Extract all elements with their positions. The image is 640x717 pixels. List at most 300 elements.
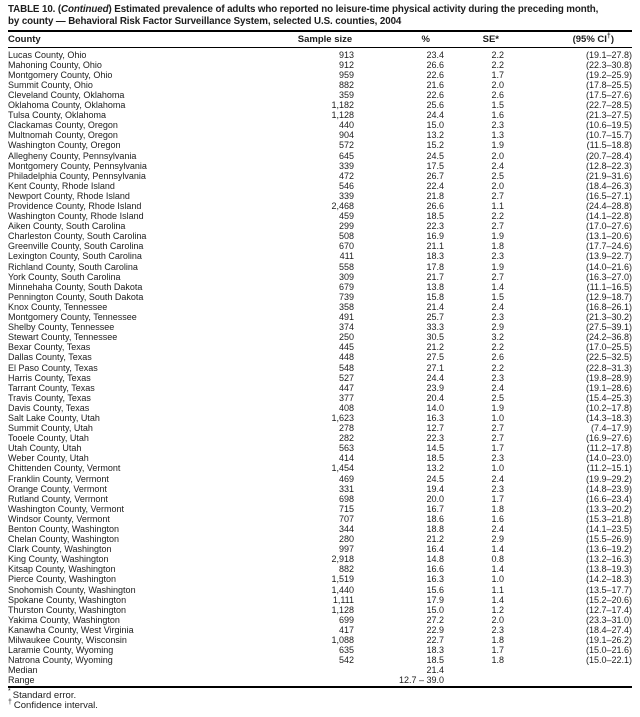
county-cell: Washington County, Vermont [8, 503, 125, 514]
sample-size-cell: 299 [338, 221, 354, 232]
table-row [8, 262, 632, 272]
percent-cell: 13.2 [426, 463, 444, 474]
se-cell: 1.7 [491, 69, 504, 80]
sample-size-cell [296, 665, 354, 675]
ci-cell: (15.4–25.3) [585, 392, 632, 403]
table-row [8, 60, 632, 70]
county-cell: Thurston County, Washington [8, 604, 127, 615]
county-cell: Washington County, Oregon [8, 140, 121, 151]
county-cell: Washington County, Rhode Island [8, 211, 144, 222]
percent-cell: 16.3 [426, 574, 444, 585]
ci-cell: (22.5–32.5) [585, 352, 632, 363]
sample-size-cell: 358 [338, 301, 354, 312]
county-cell: Tooele County, Utah [8, 433, 89, 444]
county-cell: Tulsa County, Oklahoma [8, 110, 107, 121]
table-row [8, 322, 632, 332]
se-cell: 1.6 [491, 513, 504, 524]
ci-cell: (24.4–28.8) [585, 201, 632, 211]
county-cell: Kent County, Rhode Island [8, 180, 115, 191]
sample-size-cell: 563 [338, 443, 354, 454]
table-row [8, 403, 632, 413]
table-row [8, 363, 632, 373]
ci-cell: (13.9–22.7) [585, 251, 632, 262]
ci-cell: (22.8–31.3) [585, 362, 632, 373]
percent-cell: 17.9 [426, 594, 444, 605]
table-title [8, 3, 599, 28]
table-row [8, 312, 632, 322]
se-cell: 2.4 [491, 524, 504, 534]
ci-cell: (13.1–20.6) [585, 231, 632, 242]
sample-size-cell: 417 [338, 624, 354, 635]
sample-size-cell: 548 [338, 362, 354, 373]
table-row [8, 635, 632, 645]
table-row [8, 413, 632, 423]
county-cell: Providence County, Rhode Island [8, 201, 142, 211]
table-row [8, 342, 632, 352]
se-cell: 2.3 [491, 483, 504, 494]
se-cell: 2.2 [491, 362, 504, 373]
percent-cell: 21.2 [426, 534, 444, 545]
percent-cell: 18.3 [426, 251, 444, 262]
se-cell: 2.4 [491, 160, 504, 171]
table-row [8, 675, 632, 686]
ci-cell: (24.2–36.8) [585, 332, 632, 343]
sample-size-cell: 250 [338, 332, 354, 343]
percent-cell: 12.7 [426, 423, 444, 434]
ci-cell: (13.6–19.2) [585, 544, 632, 555]
table-row [8, 181, 632, 191]
ci-cell: (15.5–26.9) [585, 534, 632, 545]
percent-cell: 17.8 [426, 261, 444, 272]
percent-cell: 15.2 [426, 140, 444, 151]
sample-size-cell: 472 [338, 170, 354, 181]
ci-cell [504, 665, 632, 675]
sample-size-cell: 670 [338, 241, 354, 252]
county-cell: Orange County, Vermont [8, 483, 107, 494]
sample-size-cell: 679 [338, 281, 354, 292]
table-row [8, 373, 632, 383]
table-row [8, 433, 632, 443]
se-cell: 1.4 [491, 564, 504, 575]
ci-cell: (27.5–39.1) [585, 322, 632, 333]
county-cell: Philadelphia County, Pennsylvania [8, 170, 146, 181]
se-cell: 2.2 [491, 342, 504, 353]
table-row [8, 100, 632, 110]
percent-cell: 22.6 [426, 69, 444, 80]
se-cell: 1.7 [491, 645, 504, 656]
sample-size-cell: 635 [338, 645, 354, 656]
county-cell: Clackamas County, Oregon [8, 120, 118, 131]
column-header-se: SE* [482, 33, 499, 45]
ci-cell: (10.7–15.7) [585, 130, 632, 141]
table-row [8, 90, 632, 100]
table-row [8, 423, 632, 433]
se-cell: 2.5 [491, 170, 504, 181]
table-title-continued: Continued [61, 3, 109, 15]
se-cell: 1.2 [491, 604, 504, 615]
sample-size-cell: 331 [338, 483, 354, 494]
ci-cell: (14.3–18.3) [585, 412, 632, 423]
ci-cell: (21.9–31.6) [585, 170, 632, 181]
se-cell: 2.0 [491, 614, 504, 625]
sample-size-cell: 904 [338, 130, 354, 141]
table-row [8, 544, 632, 554]
percent-cell: 26.6 [426, 59, 444, 70]
county-cell: Newport County, Rhode Island [8, 190, 130, 201]
ci-cell: (11.2–15.1) [586, 463, 632, 474]
sample-size-cell: 459 [338, 211, 354, 222]
county-cell: Stewart County, Tennessee [8, 332, 118, 343]
county-cell: Spokane County, Washington [8, 594, 127, 605]
percent-cell: 18.3 [426, 645, 444, 656]
table-row [8, 474, 632, 484]
county-cell: Aiken County, South Carolina [8, 221, 126, 232]
county-cell: El Paso County, Texas [8, 362, 98, 373]
se-cell: 2.6 [491, 89, 504, 100]
percent-cell: 22.3 [426, 221, 444, 232]
percent-cell: 19.4 [426, 483, 444, 494]
sample-size-cell: 542 [338, 655, 354, 666]
ci-cell: (10.2–17.8) [585, 402, 632, 413]
se-cell: 2.9 [491, 534, 504, 545]
se-cell: 1.0 [491, 412, 504, 423]
percent-cell: 15.6 [426, 584, 444, 595]
table-title-line2: by county — Behavioral Risk Factor Surveillance System, selected U.S. counties, 2004 [8, 14, 402, 27]
footnote-text: Standard error. [12, 689, 77, 701]
column-header-sample-size: Sample size [297, 33, 353, 45]
sample-size-cell: 1,519 [331, 574, 354, 585]
ci-cell: (22.7–28.5) [585, 100, 632, 111]
se-cell: 1.1 [491, 584, 504, 595]
se-cell: 2.7 [491, 433, 504, 444]
se-cell: 1.4 [491, 544, 504, 555]
ci-header-suffix: ) [610, 33, 614, 45]
se-cell: 2.0 [491, 150, 504, 161]
dagger-symbol: † [8, 698, 12, 706]
percent-cell: 18.5 [426, 453, 444, 464]
county-cell: Yakima County, Washington [8, 614, 120, 625]
county-cell: Cleveland County, Oklahoma [8, 89, 125, 100]
sample-size-cell: 508 [338, 231, 354, 242]
percent-cell: 14.0 [426, 402, 444, 413]
percent-cell: 23.9 [426, 382, 444, 393]
se-cell: 2.4 [491, 301, 504, 312]
table-row [8, 70, 632, 80]
table-row [8, 383, 632, 393]
sample-size-cell: 2,468 [331, 201, 354, 211]
footnote-text: Confidence interval. [13, 700, 98, 712]
county-cell: York County, South Carolina [8, 271, 121, 282]
table-row [8, 625, 632, 635]
ci-cell: (13.2–16.3) [585, 554, 632, 565]
ci-cell: (14.0–23.0) [585, 453, 632, 464]
table-row [8, 211, 632, 221]
se-cell: 2.3 [491, 312, 504, 323]
sample-size-cell: 959 [338, 69, 354, 80]
sample-size-cell: 1,182 [331, 100, 354, 111]
sample-size-cell: 698 [338, 493, 354, 504]
county-cell: Charleston County, South Carolina [8, 231, 147, 242]
se-cell: 2.2 [491, 49, 504, 60]
table-row [8, 191, 632, 201]
footnote-standard-error [8, 688, 632, 702]
table-row [8, 484, 632, 494]
county-cell: Milwaukee County, Wisconsin [8, 635, 127, 646]
table-row [8, 110, 632, 120]
percent-cell: 18.5 [426, 655, 444, 666]
sample-size-cell: 408 [338, 402, 354, 413]
percent-cell: 16.6 [426, 564, 444, 575]
ci-cell: (14.0–21.6) [585, 261, 632, 272]
se-cell: 1.8 [491, 241, 504, 252]
county-cell: Chittenden County, Vermont [8, 463, 121, 474]
county-cell: Knox County, Tennessee [8, 301, 108, 312]
sample-size-cell: 469 [338, 473, 354, 484]
ci-cell: (19.1–28.6) [585, 382, 632, 393]
se-cell: 0.8 [491, 554, 504, 565]
sample-size-cell: 309 [338, 271, 354, 282]
se-cell [444, 675, 504, 686]
sample-size-cell: 739 [338, 291, 354, 302]
table-row [8, 494, 632, 504]
table-row [8, 605, 632, 615]
county-cell: Rutland County, Vermont [8, 493, 108, 504]
table-row [8, 47, 632, 60]
se-cell: 2.2 [491, 211, 504, 222]
se-cell: 2.0 [491, 79, 504, 90]
table-row [8, 201, 632, 211]
dagger-symbol: † [606, 32, 611, 40]
se-cell: 1.0 [491, 463, 504, 474]
sample-size-cell: 882 [338, 564, 354, 575]
county-cell: Montgomery County, Ohio [8, 69, 113, 80]
table-header [8, 31, 632, 48]
sample-size-cell: 411 [339, 251, 354, 262]
se-cell: 2.7 [491, 221, 504, 232]
footnote-confidence-interval [8, 698, 632, 712]
percent-cell: 26.6 [426, 201, 444, 211]
percent-cell: 21.4 [426, 301, 444, 312]
sample-size-cell: 339 [338, 190, 354, 201]
percent-cell: 25.7 [426, 312, 444, 323]
percent-cell: 16.9 [426, 231, 444, 242]
sample-size-cell: 1,128 [331, 110, 354, 121]
percent-cell: 25.6 [426, 100, 444, 111]
ci-cell: (16.3–27.0) [585, 271, 632, 282]
sample-size-cell: 997 [338, 544, 354, 555]
sample-size-cell: 280 [338, 534, 354, 545]
table-row [8, 292, 632, 302]
percent-cell: 18.6 [426, 513, 444, 524]
percent-cell: 12.7 – 39.0 [398, 675, 444, 686]
percent-cell: 24.5 [426, 473, 444, 484]
ci-cell: (17.0–27.6) [585, 221, 632, 232]
percent-cell: 26.7 [426, 170, 444, 181]
ci-cell: (16.5–27.1) [585, 190, 632, 201]
se-cell: 1.0 [491, 574, 504, 585]
se-cell: 2.9 [491, 322, 504, 333]
percent-cell: 15.8 [426, 291, 444, 302]
county-cell: Oklahoma County, Oklahoma [8, 100, 126, 111]
table-row [8, 221, 632, 231]
ci-cell: (7.4–17.9) [590, 423, 632, 434]
percent-cell: 21.8 [426, 190, 444, 201]
sample-size-cell: 448 [338, 352, 354, 363]
ci-cell: (11.2–17.8) [586, 443, 632, 454]
column-header-county: County [8, 33, 41, 45]
ci-cell: (13.8–19.3) [585, 564, 632, 575]
se-cell [444, 665, 504, 675]
percent-cell: 22.4 [426, 180, 444, 191]
percent-cell: 15.0 [426, 604, 444, 615]
county-cell: Summit County, Utah [8, 423, 93, 434]
sample-size-cell: 1,440 [331, 584, 354, 595]
percent-cell: 23.4 [426, 49, 444, 60]
sample-size-cell: 377 [338, 392, 354, 403]
ci-cell: (18.4–27.4) [585, 624, 632, 635]
table-row [8, 332, 632, 342]
county-cell: Laramie County, Wyoming [8, 645, 114, 656]
se-cell: 2.7 [491, 271, 504, 282]
ci-cell: (11.5–18.8) [586, 140, 632, 151]
ci-cell: (15.0–21.6) [585, 645, 632, 656]
county-cell: Snohomish County, Washington [8, 584, 136, 595]
sample-size-cell: 1,128 [331, 604, 354, 615]
table-row [8, 231, 632, 241]
se-cell: 1.8 [491, 503, 504, 514]
percent-cell: 14.5 [426, 443, 444, 454]
county-cell: Lexington County, South Carolina [8, 251, 142, 262]
sample-size-cell: 913 [338, 49, 354, 60]
table-row [8, 393, 632, 403]
table-row [8, 302, 632, 312]
table-row [8, 130, 632, 140]
se-cell: 1.9 [491, 261, 504, 272]
se-cell: 3.2 [491, 332, 504, 343]
percent-cell: 27.2 [426, 614, 444, 625]
percent-cell: 16.7 [426, 503, 444, 514]
se-cell: 1.8 [491, 655, 504, 666]
county-cell: Mahoning County, Ohio [8, 59, 102, 70]
ci-cell: (11.1–16.5) [586, 281, 632, 292]
county-cell: Travis County, Texas [8, 392, 91, 403]
table-row [8, 443, 632, 453]
sample-size-cell: 278 [338, 423, 354, 434]
percent-cell: 15.0 [426, 120, 444, 131]
county-cell: Natrona County, Wyoming [8, 655, 113, 666]
ci-cell: (19.8–28.9) [585, 372, 632, 383]
ci-cell [504, 675, 632, 686]
county-cell: Montgomery County, Tennessee [8, 312, 137, 323]
se-cell: 1.5 [491, 291, 504, 302]
table-body [8, 47, 632, 686]
se-cell: 2.3 [491, 251, 504, 262]
se-cell: 2.4 [491, 473, 504, 484]
percent-cell: 21.6 [426, 79, 444, 90]
ci-cell: (23.3–31.0) [585, 614, 632, 625]
sample-size-cell: 359 [338, 89, 354, 100]
county-cell: Tarrant County, Texas [8, 382, 95, 393]
sample-size-cell: 882 [338, 79, 354, 90]
percent-cell: 21.7 [426, 271, 444, 282]
ci-cell: (12.8–22.3) [585, 160, 632, 171]
sample-size-cell: 1,454 [331, 463, 354, 474]
county-cell: Pierce County, Washington [8, 574, 117, 585]
sample-size-cell: 344 [338, 524, 354, 534]
county-cell: Utah County, Utah [8, 443, 82, 454]
table-row [8, 241, 632, 251]
sample-size-cell [296, 675, 354, 686]
sample-size-cell: 491 [338, 312, 354, 323]
se-cell: 2.6 [491, 352, 504, 363]
ci-cell: (17.8–25.5) [585, 79, 632, 90]
se-cell: 1.8 [491, 635, 504, 646]
sample-size-cell: 912 [338, 59, 354, 70]
se-cell: 2.0 [491, 180, 504, 191]
sample-size-cell: 715 [338, 503, 354, 514]
ci-cell: (15.3–21.8) [585, 513, 632, 524]
county-cell: Salt Lake County, Utah [8, 412, 100, 423]
ci-cell: (19.1–27.8) [585, 49, 632, 60]
ci-cell: (19.9–29.2) [585, 473, 632, 484]
ci-cell: (13.5–17.7) [585, 584, 632, 595]
county-cell: King County, Washington [8, 554, 109, 565]
percent-cell: 22.7 [426, 635, 444, 646]
percent-cell: 16.3 [426, 412, 444, 423]
county-cell: Weber County, Utah [8, 453, 89, 464]
sample-size-cell: 527 [338, 372, 354, 383]
county-cell: Shelby County, Tennessee [8, 322, 115, 333]
county-cell: Kitsap County, Washington [8, 564, 116, 575]
percent-cell: 17.5 [426, 160, 444, 171]
percent-cell: 20.4 [426, 392, 444, 403]
percent-cell: 21.2 [426, 342, 444, 353]
percent-cell: 13.2 [426, 130, 444, 141]
ci-cell: (14.1–22.8) [585, 211, 632, 222]
ci-cell: (13.3–20.2) [585, 503, 632, 514]
se-cell: 1.1 [491, 201, 504, 211]
table-row [8, 534, 632, 544]
sample-size-cell: 699 [338, 614, 354, 625]
se-cell: 1.7 [491, 493, 504, 504]
percent-cell: 24.5 [426, 150, 444, 161]
percent-cell: 20.0 [426, 493, 444, 504]
percent-cell: 16.4 [426, 544, 444, 555]
percent-cell: 27.1 [426, 362, 444, 373]
percent-cell: 14.8 [426, 554, 444, 565]
sample-size-cell: 1,623 [331, 412, 354, 423]
county-cell: Kanawha County, West Virginia [8, 624, 134, 635]
ci-cell: (14.2–18.3) [585, 574, 632, 585]
sample-size-cell: 2,918 [331, 554, 354, 565]
table-row [8, 453, 632, 463]
table-row [8, 595, 632, 605]
table-row [8, 504, 632, 514]
table-row [8, 655, 632, 665]
county-cell: Montgomery County, Pennsylvania [8, 160, 147, 171]
ci-cell: (19.1–26.2) [585, 635, 632, 646]
sample-size-cell: 339 [338, 160, 354, 171]
ci-cell: (17.7–24.6) [585, 241, 632, 252]
table-row [8, 161, 632, 171]
table-title-rest: ) Estimated prevalence of adults who reported no leisure-time physical activity during the preceding month, [108, 3, 599, 15]
county-cell: Harris County, Texas [8, 372, 91, 383]
prevalence-table [8, 30, 632, 688]
county-cell: Clark County, Washington [8, 544, 112, 555]
table-row [8, 272, 632, 282]
county-cell: Summit County, Ohio [8, 79, 93, 90]
county-cell: Allegheny County, Pennsylvania [8, 150, 137, 161]
